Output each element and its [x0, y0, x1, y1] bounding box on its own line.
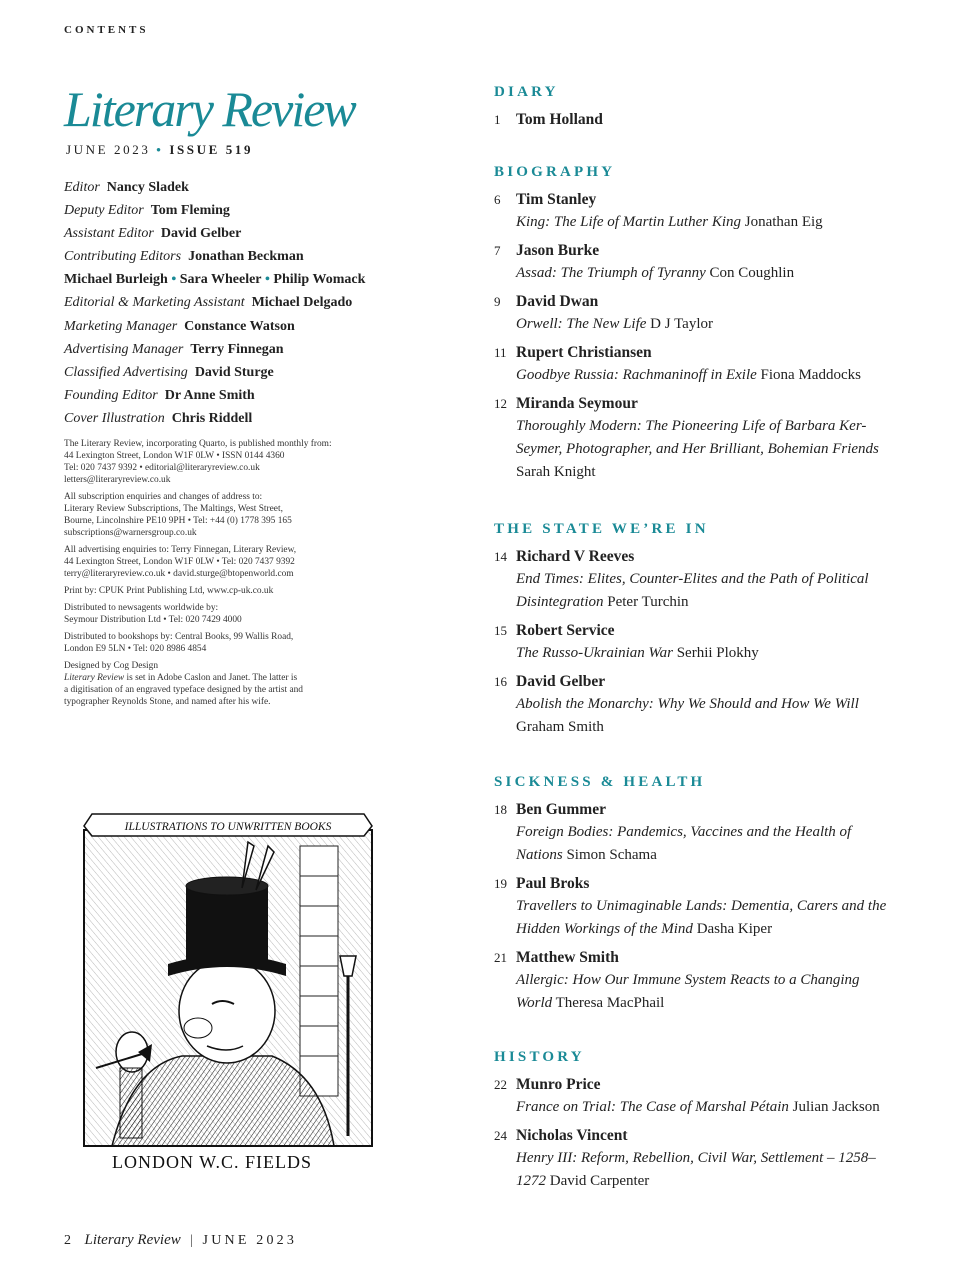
book-title: Orwell: The New Life	[516, 316, 647, 332]
note-line: typographer Reynolds Stone, and named after his wife.	[64, 697, 271, 707]
toc-entry[interactable]	[494, 620, 914, 665]
entry-reviewer: Paul Broks	[516, 875, 590, 892]
note-line: Print by: CPUK Print Publishing Ltd, www.cp-uk.co.uk	[64, 586, 274, 596]
toc-entry[interactable]	[494, 240, 914, 285]
toc-entry[interactable]	[494, 109, 914, 131]
section-heading: HISTORY	[494, 1049, 585, 1065]
note-line: London E9 5LN • Tel: 020 8986 4854	[64, 644, 207, 654]
entry-book-line	[516, 211, 914, 234]
staff-cover-illustration	[64, 407, 464, 430]
entry-book-line	[516, 844, 914, 867]
entry-book-line	[516, 1096, 914, 1119]
section-state-were-in	[494, 519, 914, 745]
entry-page-number: 14	[494, 549, 507, 564]
staff-editorial-marketing	[64, 291, 464, 314]
staff-editor	[64, 176, 464, 199]
toc-entry[interactable]	[494, 546, 914, 614]
staff-advertising-manager	[64, 338, 464, 361]
book-title: World	[516, 995, 553, 1011]
staff-role: Editor	[64, 180, 100, 195]
entry-page-number: 16	[494, 674, 507, 689]
book-title: King: The Life of Martin Luther King	[516, 214, 742, 230]
staff-name: Chris Riddell	[171, 410, 253, 426]
entry-book-line	[516, 821, 914, 844]
book-author: D J Taylor	[646, 316, 714, 332]
staff-assistant-editor	[64, 222, 464, 245]
entry-reviewer: Munro Price	[516, 1076, 601, 1093]
note-line: Tel: 020 7437 9392 • editorial@literaryreview.co.uk	[64, 463, 260, 473]
staff-name: Dr Anne Smith	[164, 387, 255, 403]
staff-name: Terry Finnegan	[190, 341, 284, 357]
book-title: France on Trial: The Case of Marshal Pétain	[516, 1099, 789, 1115]
entry-reviewer: Miranda Seymour	[516, 395, 638, 412]
staff-role: Cover Illustration	[64, 410, 165, 426]
brick-wall	[300, 846, 338, 1096]
note-line: Seymour Distribution Ltd • Tel: 020 7429 4000	[64, 615, 242, 625]
entry-book-line	[516, 716, 914, 739]
entry-page-number: 11	[494, 345, 507, 360]
footer-date: JUNE 2023	[202, 1233, 298, 1248]
book-author: Peter Turchin	[603, 594, 689, 610]
note-advertising	[64, 544, 384, 580]
book-author: Simon Schama	[562, 847, 657, 863]
section-history	[494, 1047, 914, 1199]
note-line: All advertising enquiries to: Terry Finnegan, Literary Review,	[64, 545, 297, 555]
note-line: 44 Lexington Street, London W1F 0LW • Tel: 020 7437 9392	[64, 557, 295, 567]
note-line: terry@literaryreview.co.uk • david.sturge@btopenworld.com	[64, 569, 294, 579]
entry-page-number: 6	[494, 192, 501, 207]
staff-role: Marketing Manager	[64, 318, 178, 334]
staff-list	[64, 176, 464, 430]
book-title: Abolish the Monarchy: Why We Should and How We Will	[516, 696, 859, 712]
staff-role: Contributing Editors	[64, 249, 182, 265]
issue-number: ISSUE 519	[169, 142, 254, 157]
entry-reviewer: Rupert Christiansen	[516, 344, 652, 361]
entry-page-number: 22	[494, 1077, 507, 1092]
entry-book-line	[516, 591, 914, 614]
figure-head	[179, 959, 275, 1063]
entry-reviewer: Robert Service	[516, 622, 615, 639]
entry-reviewer: David Gelber	[516, 673, 606, 690]
entry-book-line	[516, 693, 914, 716]
illustration-banner-text: ILLUSTRATIONS TO UNWRITTEN BOOKS	[124, 821, 332, 833]
staff-name: Jonathan Beckman	[188, 249, 304, 265]
note-line: Distributed to bookshops by: Central Books, 99 Wallis Road,	[64, 632, 294, 642]
entry-reviewer: Matthew Smith	[516, 949, 619, 966]
cover-illustration	[72, 806, 384, 1176]
note-bookshops	[64, 631, 384, 655]
section-biography	[494, 162, 914, 490]
book-author: Fiona Maddocks	[756, 367, 861, 383]
staff-role: Advertising Manager	[64, 341, 184, 357]
toc-entry[interactable]	[494, 1074, 914, 1119]
entry-reviewer: Ben Gummer	[516, 801, 606, 818]
entry-book-line	[516, 438, 914, 461]
note-distribution	[64, 602, 384, 626]
book-title: Foreign Bodies: Pandemics, Vaccines and the Health of	[516, 824, 852, 840]
toc-entry[interactable]	[494, 947, 914, 1015]
book-author: Serhii Plokhy	[672, 645, 759, 661]
section-heading: BIOGRAPHY	[494, 164, 616, 180]
section-heading: DIARY	[494, 84, 559, 100]
book-author: David Carpenter	[546, 1173, 650, 1189]
book-title: Travellers to Unimaginable Lands: Dementia, Carers and the	[516, 898, 887, 914]
toc-entry[interactable]	[494, 393, 914, 484]
entry-book-line	[516, 642, 914, 665]
footer-page-number: 2	[64, 1233, 71, 1248]
entry-page-number: 18	[494, 802, 507, 817]
entry-reviewer: Richard V Reeves	[516, 548, 635, 565]
toc-entry[interactable]	[494, 1125, 914, 1193]
issue-date: JUNE 2023	[66, 142, 151, 157]
note-design	[64, 660, 384, 708]
note-line: subscriptions@warnersgroup.co.uk	[64, 528, 197, 538]
staff-name: Tom Fleming	[150, 203, 230, 219]
staff-marketing-manager	[64, 315, 464, 338]
book-title: Hidden Workings of the Mind	[516, 921, 693, 937]
toc-entry[interactable]	[494, 291, 914, 336]
note-publisher	[64, 438, 384, 486]
book-author: Jonathan Eig	[741, 214, 823, 230]
note-line: All subscription enquiries and changes of address to:	[64, 492, 263, 502]
note-line: Literary Review Subscriptions, The Maltings, West Street,	[64, 504, 283, 514]
entry-book-line	[516, 415, 914, 438]
issue-separator: •	[156, 142, 164, 157]
section-diary	[494, 82, 914, 137]
book-title: Assad: The Triumph of Tyranny	[516, 265, 706, 281]
staff-deputy-editor	[64, 199, 464, 222]
publication-notes	[64, 438, 384, 713]
staff-name: Sara Wheeler	[179, 272, 262, 288]
entry-page-number: 7	[494, 243, 501, 258]
entry-page-number: 24	[494, 1128, 507, 1143]
book-title: Nations	[516, 847, 563, 863]
book-title: Thoroughly Modern: The Pioneering Life of Barbara Ker-	[516, 418, 867, 434]
entry-reviewer: Nicholas Vincent	[516, 1127, 628, 1144]
footer-magazine: Literary Review	[84, 1232, 181, 1248]
staff-name: David Gelber	[160, 226, 242, 242]
book-author: Graham Smith	[516, 719, 604, 735]
note-line: The Literary Review, incorporating Quarto, is published monthly from:	[64, 439, 332, 449]
entry-page-number: 1	[494, 112, 501, 127]
staff-role: Assistant Editor	[64, 226, 154, 242]
section-heading: THE STATE WE’RE IN	[494, 521, 709, 537]
entry-reviewer: David Dwan	[516, 293, 599, 310]
entry-book-line	[516, 461, 914, 484]
staff-classified	[64, 361, 464, 384]
section-heading: SICKNESS & HEALTH	[494, 774, 706, 790]
entry-reviewer: Tim Stanley	[516, 191, 597, 208]
toc-entry[interactable]	[494, 799, 914, 867]
note-line: 44 Lexington Street, London W1F 0LW • ISSN 0144 4360	[64, 451, 285, 461]
note-line: a digitisation of an engraved typeface designed by the artist and	[64, 685, 303, 695]
staff-name: Nancy Sladek	[106, 180, 189, 195]
staff-role: Classified Advertising	[64, 364, 188, 380]
illustration-caption: LONDON W.C. FIELDS	[112, 1152, 313, 1172]
staff-name: Constance Watson	[184, 318, 295, 334]
note-line: Distributed to newsagents worldwide by:	[64, 603, 219, 613]
toc-entry[interactable]	[494, 189, 914, 234]
note-line	[64, 672, 384, 684]
staff-contributing-more	[64, 268, 464, 291]
note-subscriptions	[64, 491, 384, 539]
note-line: letters@literaryreview.co.uk	[64, 475, 171, 485]
entry-book-line	[516, 262, 914, 285]
entry-book-line	[516, 895, 914, 918]
entry-book-line	[516, 313, 914, 336]
entry-book-line	[516, 992, 914, 1015]
staff-name: David Sturge	[194, 364, 274, 380]
staff-separator: •	[171, 272, 177, 288]
book-author: Con Coughlin	[705, 265, 795, 281]
book-title: Goodbye Russia: Rachmaninoff in Exile	[516, 367, 757, 383]
toc-entry[interactable]	[494, 342, 914, 387]
issue-line	[66, 142, 253, 158]
entry-book-line	[516, 1147, 914, 1170]
book-title: Seymer, Photographer, and Her Brilliant, Bohemian Friends	[516, 441, 879, 457]
book-title: The Russo-Ukrainian War	[516, 645, 673, 661]
entry-book-line	[516, 364, 914, 387]
footer-separator: |	[190, 1233, 194, 1248]
page-footer	[64, 1232, 297, 1249]
masthead-title: Literary Review	[64, 81, 355, 137]
note-line: Bourne, Lincolnshire PE10 9PH • Tel: +44 (0) 1778 395 165	[64, 516, 292, 526]
entry-book-line	[516, 969, 914, 992]
entry-page-number: 9	[494, 294, 501, 309]
staff-role: Editorial & Marketing Assistant	[64, 295, 245, 311]
staff-name: Philip Womack	[273, 272, 366, 288]
staff-name: Michael Delgado	[251, 295, 353, 311]
entry-reviewer: Tom Holland	[516, 111, 603, 128]
toc-entry[interactable]	[494, 873, 914, 941]
entry-book-line	[516, 918, 914, 941]
note-line: Designed by Cog Design	[64, 661, 159, 671]
book-author: Julian Jackson	[788, 1099, 880, 1115]
staff-role: Deputy Editor	[64, 203, 144, 219]
section-sickness-health	[494, 772, 914, 1021]
entry-page-number: 12	[494, 396, 507, 411]
staff-founding-editor	[64, 384, 464, 407]
note-text: is set in Adobe Caslon and Janet. The latter is	[124, 673, 298, 683]
book-title: Allergic: How Our Immune System Reacts to a Changing	[516, 972, 860, 988]
entry-book-line	[516, 1170, 914, 1193]
entry-page-number: 21	[494, 950, 507, 965]
staff-name: Michael Burleigh	[64, 272, 168, 288]
note-print	[64, 585, 384, 597]
note-italic-title: Literary Review	[64, 673, 125, 683]
page-label: CONTENTS	[64, 24, 149, 36]
book-author: Sarah Knight	[516, 464, 596, 480]
staff-separator: •	[265, 272, 270, 288]
entry-book-line	[516, 568, 914, 591]
entry-page-number: 19	[494, 876, 507, 891]
staff-contributing-editors	[64, 245, 464, 268]
book-author: Dasha Kiper	[692, 921, 773, 937]
book-author: Theresa MacPhail	[552, 995, 665, 1011]
staff-role: Founding Editor	[64, 387, 158, 403]
toc-entry[interactable]	[494, 671, 914, 739]
book-title: Disintegration	[516, 594, 604, 610]
book-title: End Times: Elites, Counter-Elites and the Path of Political	[516, 571, 869, 587]
book-title: 1272	[516, 1173, 546, 1189]
book-title: Henry III: Reform, Rebellion, Civil War, Settlement – 1258–	[516, 1150, 876, 1166]
entry-reviewer: Jason Burke	[516, 242, 600, 259]
illustration-banner	[84, 814, 372, 836]
entry-page-number: 15	[494, 623, 507, 638]
